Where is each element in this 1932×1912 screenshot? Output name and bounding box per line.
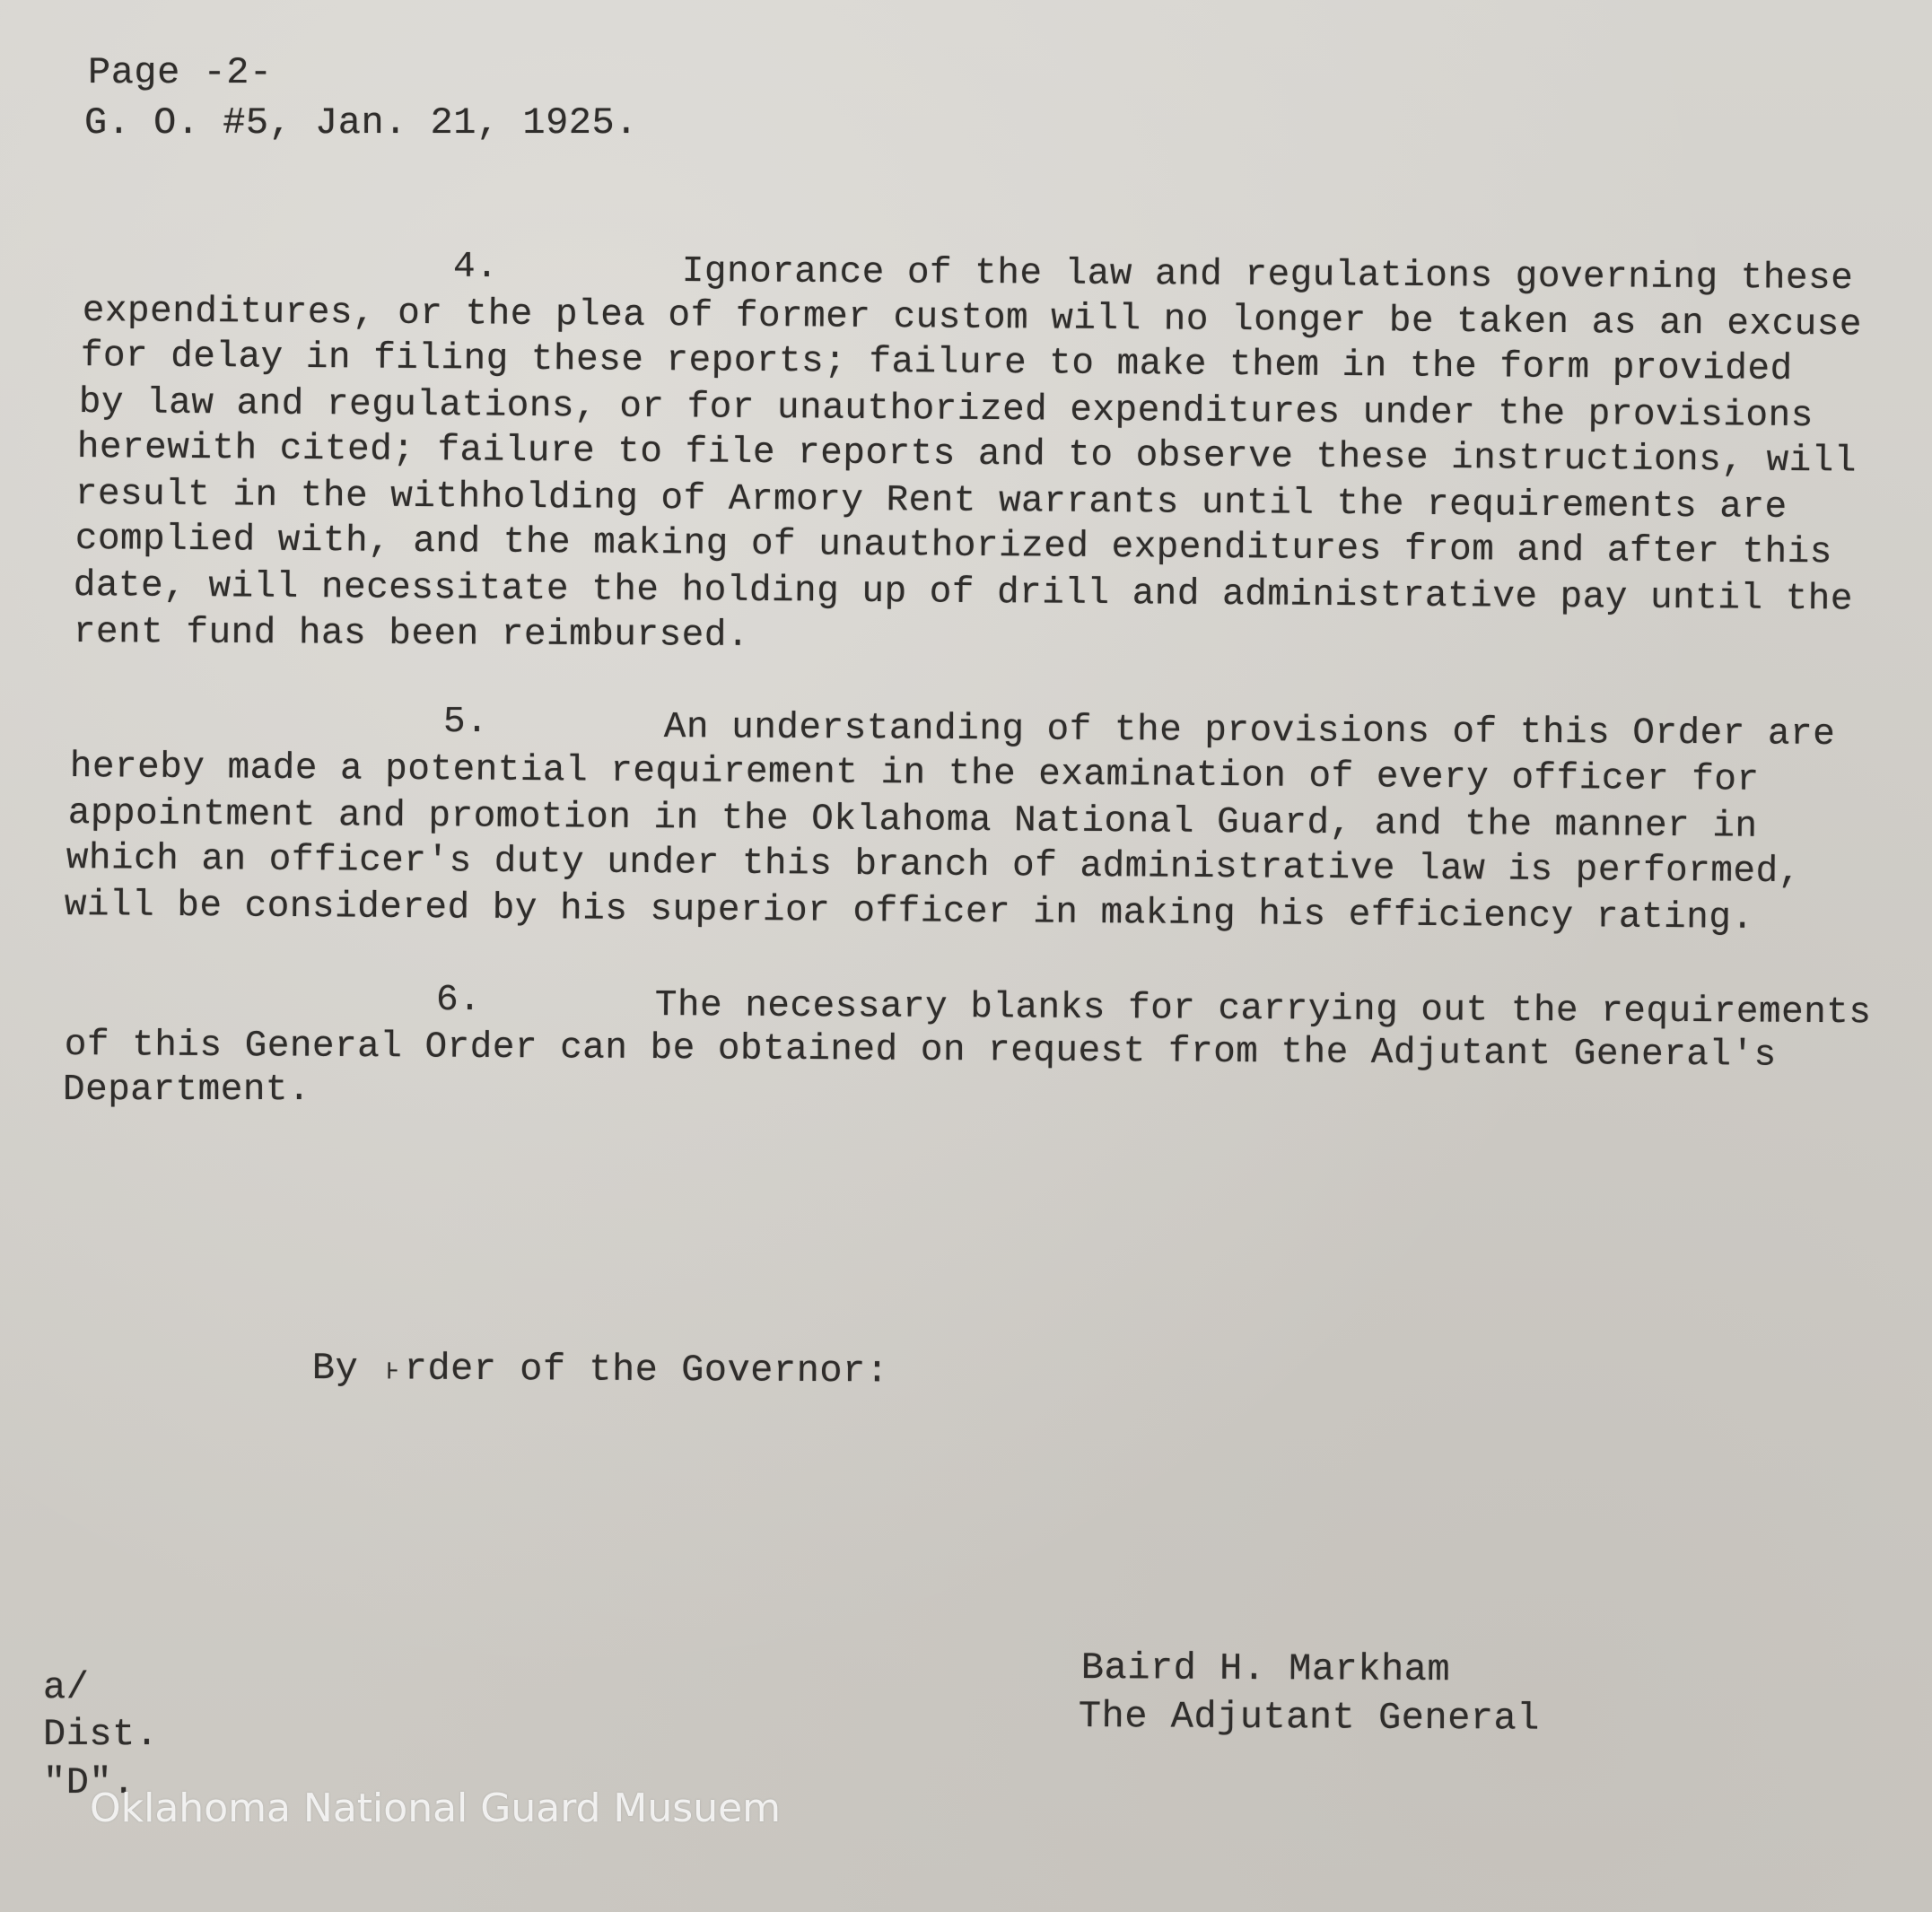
paragraph-number: 4. [453, 247, 499, 288]
order-reference: G. O. #5, Jan. 21, 1925. [84, 101, 638, 144]
paragraph-line: by law and regulations, or for unauthorized expenditures under the provisions [78, 381, 1814, 438]
paragraph-line: which an officer's duty under this branch of administrative law is performed, [66, 837, 1801, 894]
paragraph-line: date, will necessitate the holding up of drill and administrative pay until the [73, 564, 1854, 621]
paragraph-line: of this General Order can be obtained on request from the Adjutant General's [64, 1025, 1777, 1077]
paragraph-line: for delay in filing these reports; failure to make them in the form provided [80, 335, 1793, 390]
page-label: Page -2- [88, 51, 273, 94]
paragraph-line: appointment and promotion in the Oklahoma National Guard, and the manner in [67, 792, 1758, 848]
paragraph-number: 6. [436, 980, 482, 1021]
paragraph-line: expenditures, or the plea of former custom will no longer be taken as an excuse [82, 290, 1863, 346]
paragraph-line: Department. [63, 1069, 311, 1111]
paragraph-line: rent fund has been reimbursed. [73, 612, 750, 657]
paragraph-line: result in the withholding of Armory Rent warrants until the requirements are [74, 473, 1788, 528]
paragraph-line: complied with, and the making of unauthorized expenditures from and after this [74, 518, 1833, 574]
typist-initials: a/ [43, 1666, 90, 1709]
paragraph-line: The necessary blanks for carrying out the requirements [654, 985, 1872, 1035]
museum-watermark: Oklahoma National Guard Musuem [90, 1785, 782, 1831]
distribution-code: "D". [43, 1761, 136, 1804]
signatory-title: The Adjutant General [1078, 1695, 1541, 1741]
paragraph-line: An understanding of the provisions of this Order are [663, 706, 1836, 755]
paragraph-line: will be considered by his superior officer in making his efficiency rating. [64, 884, 1754, 939]
paragraph-line: Ignorance of the law and regulations governing these [681, 250, 1854, 300]
paragraph-number: 5. [443, 702, 489, 743]
paragraph-line: herewith cited; failure to file reports and to observe these instructions, will [76, 426, 1858, 483]
paragraph-line: hereby made a potential requirement in the examination of every officer for [69, 746, 1760, 801]
distribution-label: Dist. [43, 1713, 159, 1756]
by-order-line: By ˫rder of the Governor: [311, 1347, 889, 1393]
signatory-name: Baird H. Markham [1080, 1646, 1451, 1692]
